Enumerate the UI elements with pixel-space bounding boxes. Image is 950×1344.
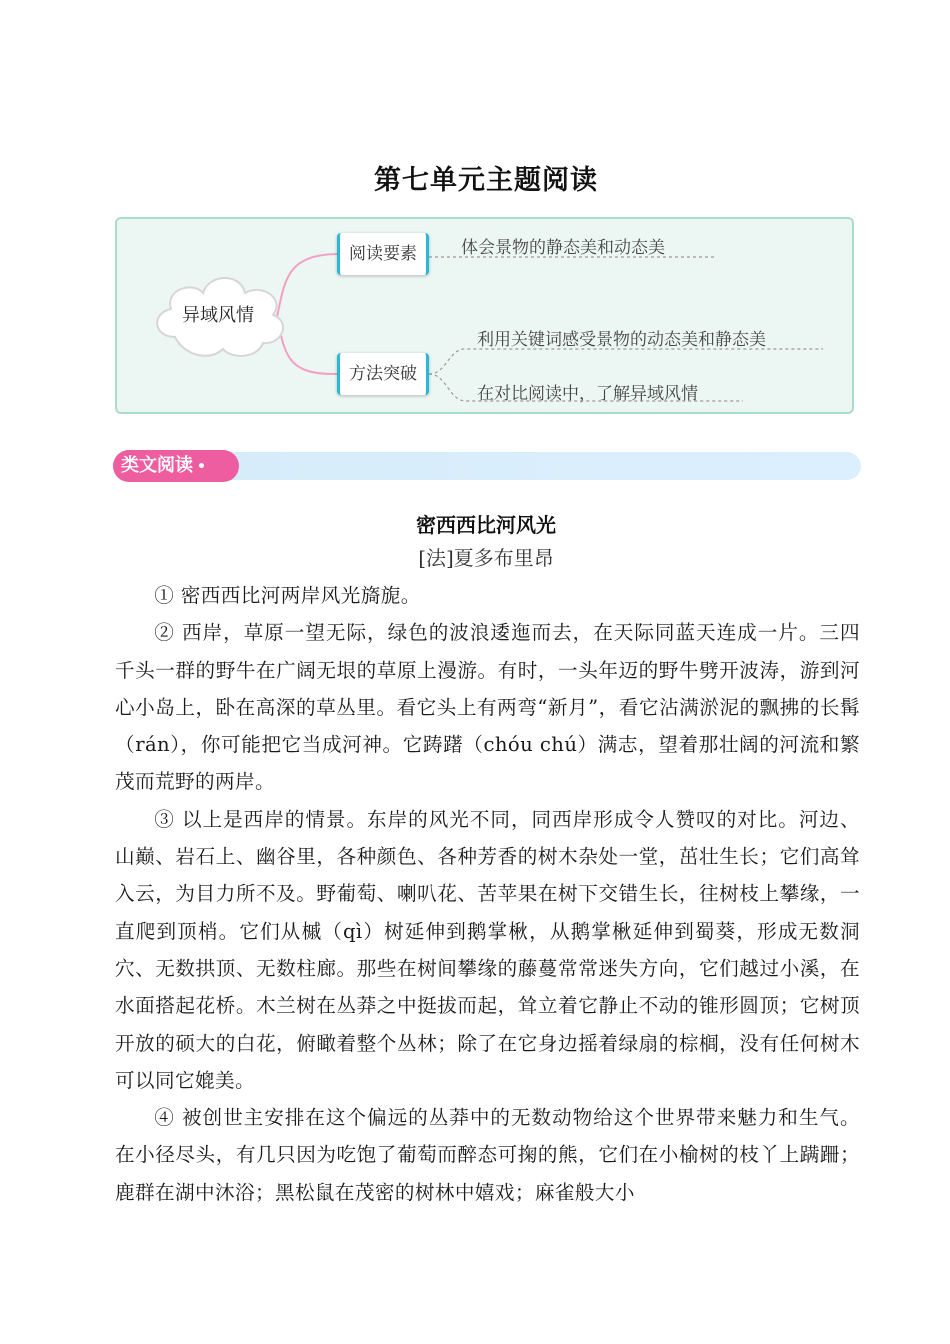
- paragraph: ② 西岸，草原一望无际，绿色的波浪逶迤而去，在天际同蓝天连成一片。三四千头一群的野牛在广阔无垠的草原上漫游。有时，一头年迈的野牛劈开波涛，游到河心小岛上，卧在高深的草丛里。看它头上有两弯“新月”，看它沾满淤泥的飘拂的长髯（rán），你可能把它当成河神。它踌躇（chóu chú）满志，望着那壮阔的河流和繁茂而荒野的两岸。: [115, 621, 860, 794]
- leaf-comparative-reading: 在对比阅读中，了解异域风情: [477, 384, 698, 404]
- mind-map-center: 异域风情: [182, 305, 254, 326]
- section-tag: [113, 450, 239, 482]
- article-body: [115, 577, 860, 1211]
- mind-map: [115, 217, 854, 414]
- section-label: 类文阅读: [121, 455, 193, 476]
- paragraph: ① 密西西比河两岸风光旖旎。: [154, 584, 421, 607]
- article-author: [法]夏多布里昂: [418, 546, 554, 570]
- page-title: 第七单元主题阅读: [374, 165, 598, 196]
- article-title: 密西西比河风光: [416, 513, 556, 537]
- paragraph: ③ 以上是西岸的情景。东岸的风光不同，同西岸形成令人赞叹的对比。河边、山巅、岩石上、幽谷里，各种颜色、各种芳香的树木杂处一堂，茁壮生长；它们高耸入云，为目力所不及。野葡萄、喇叭花、苦苹果在树下交错生长，往树枝上攀缘，一直爬到顶梢。它们从槭（qì）树延伸到鹅掌楸，从鹅掌楸延伸到蜀葵，形成无数洞穴、无数拱顶、无数柱廊。那些在树间攀缘的藤蔓常常迷失方向，它们越过小溪，在水面搭起花桥。木兰树在丛莽之中挺拔而起，耸立着它静止不动的锥形圆顶；它树顶开放的硕大的白花，俯瞰着整个丛林；除了在它身边摇着绿扇的棕榈，没有任何树木可以同它媲美。: [115, 807, 860, 1092]
- branch-reading-elements: 阅读要素: [337, 233, 429, 275]
- leaf-static-dynamic-beauty: 体会景物的静态美和动态美: [461, 238, 665, 258]
- section-dot: •: [197, 459, 206, 475]
- leaf-keywords-method: 利用关键词感受景物的动态美和静态美: [477, 330, 766, 350]
- branch-method-breakthrough: 方法突破: [337, 353, 429, 395]
- paragraph: ④ 被创世主安排在这个偏远的丛莽中的无数动物给这个世界带来魅力和生气。在小径尽头，有几只因为吃饱了葡萄而醉态可掬的熊，它们在小榆树的枝丫上蹒跚；鹿群在湖中沐浴；黑松鼠在茂密的树林中嬉戏；麻雀般大小: [115, 1106, 860, 1204]
